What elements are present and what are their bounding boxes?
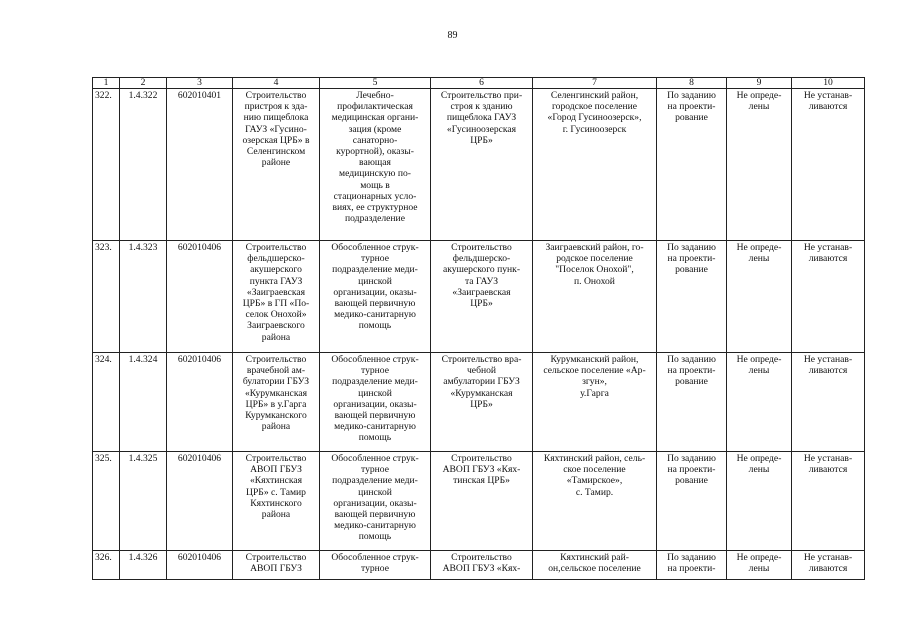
column-header: 3	[167, 78, 233, 89]
table-cell: По заданию на проекти- рование	[657, 89, 727, 241]
table-cell: Не устанав- ливаются	[792, 452, 865, 551]
column-header: 6	[431, 78, 533, 89]
column-header: 1	[93, 78, 120, 89]
table-cell: 324.	[93, 353, 120, 452]
column-header: 4	[233, 78, 320, 89]
table-cell: 1.4.322	[120, 89, 167, 241]
table-cell: Кяхтинский рай- он,сельское поселение	[533, 551, 657, 580]
table-cell: Лечебно- профилактическая медицинская органи- зация (кроме санаторно- курортной), оказы- вающая медицинскую по- мощь в стационарных усло- виях, ее структурное подразделение	[320, 89, 431, 241]
table-cell: Строительство АВОП ГБУЗ «Кях-	[431, 551, 533, 580]
column-header: 8	[657, 78, 727, 89]
table-cell: 602010406	[167, 452, 233, 551]
table-cell: По заданию на проекти- рование	[657, 353, 727, 452]
table-cell: 1.4.325	[120, 452, 167, 551]
table-cell: 1.4.324	[120, 353, 167, 452]
table-cell: Курумканский район, сельское поселение «Ар- згун», у.Гарга	[533, 353, 657, 452]
column-header: 7	[533, 78, 657, 89]
table-cell: 326.	[93, 551, 120, 580]
column-header: 9	[727, 78, 792, 89]
table-cell: По заданию на проекти- рование	[657, 241, 727, 353]
table-cell: Строительство пристроя к зда- нию пищеблока ГАУЗ «Гусино- озерская ЦРБ» в Селенгинском районе	[233, 89, 320, 241]
table-cell: Строительство фельдшерско- акушерского пункта ГАУЗ «Заиграевская ЦРБ» в ГП «По- селок Онохой» Заиграевского района	[233, 241, 320, 353]
table-cell: Строительство вра- чебной амбулатории ГБУЗ «Курумканская ЦРБ»	[431, 353, 533, 452]
table-cell: Обособленное струк- турное	[320, 551, 431, 580]
table-cell: Кяхтинский район, сель- ское поселение «Тамирское», с. Тамир.	[533, 452, 657, 551]
table-cell: Не устанав- ливаются	[792, 353, 865, 452]
column-header: 5	[320, 78, 431, 89]
table-cell: Не устанав- ливаются	[792, 551, 865, 580]
table-cell: 602010401	[167, 89, 233, 241]
table-cell: Строительство фельдшерско- акушерского пунк- та ГАУЗ «Заиграевская ЦРБ»	[431, 241, 533, 353]
table-cell: Не опреде- лены	[727, 551, 792, 580]
table-cell: Обособленное струк- турное подразделение меди- цинской организации, оказы- вающей первичную медико-санитарную помощь	[320, 353, 431, 452]
register-table	[92, 77, 865, 580]
table-cell: Строительство АВОП ГБУЗ	[233, 551, 320, 580]
page-number: 89	[447, 30, 458, 41]
table-cell: Не опреде- лены	[727, 353, 792, 452]
table-row	[93, 89, 865, 241]
table-cell: Обособленное струк- турное подразделение меди- цинской организации, оказы- вающей первичную медико-санитарную помощь	[320, 241, 431, 353]
table-cell: По заданию на проекти- рование	[657, 452, 727, 551]
table-cell: Не опреде- лены	[727, 452, 792, 551]
table-cell: 325.	[93, 452, 120, 551]
table-cell: 602010406	[167, 551, 233, 580]
table-cell: Заиграевский район, го- родское поселение "Поселок Онохой", п. Онохой	[533, 241, 657, 353]
table-cell: Строительство при- строя к зданию пищеблока ГАУЗ «Гусиноозерская ЦРБ»	[431, 89, 533, 241]
header-row	[93, 78, 865, 89]
table-cell: Не опреде- лены	[727, 89, 792, 241]
table-cell: 602010406	[167, 241, 233, 353]
table-cell: 323.	[93, 241, 120, 353]
table-cell: 1.4.323	[120, 241, 167, 353]
table-cell: 1.4.326	[120, 551, 167, 580]
table-row	[93, 241, 865, 353]
table-cell: 322.	[93, 89, 120, 241]
table-cell: 602010406	[167, 353, 233, 452]
table-cell: По заданию на проекти-	[657, 551, 727, 580]
table-cell: Не опреде- лены	[727, 241, 792, 353]
column-header: 10	[792, 78, 865, 89]
table-row	[93, 452, 865, 551]
table-cell: Не устанав- ливаются	[792, 241, 865, 353]
table-cell: Обособленное струк- турное подразделение меди- цинской организации, оказы- вающей первичную медико-санитарную помощь	[320, 452, 431, 551]
table-cell: Селенгинский район, городское поселение «Город Гусиноозерск», г. Гусиноозерск	[533, 89, 657, 241]
table-row	[93, 353, 865, 452]
table-cell: Строительство АВОП ГБУЗ «Кяхтинская ЦРБ» с. Тамир Кяхтинского района	[233, 452, 320, 551]
table-cell: Строительство АВОП ГБУЗ «Кях- тинская ЦРБ»	[431, 452, 533, 551]
table-cell: Не устанав- ливаются	[792, 89, 865, 241]
column-header: 2	[120, 78, 167, 89]
table-row	[93, 551, 865, 580]
table-cell: Строительство врачебной ам- булатории ГБУЗ «Курумканская ЦРБ» в у.Гарга Курумканского района	[233, 353, 320, 452]
